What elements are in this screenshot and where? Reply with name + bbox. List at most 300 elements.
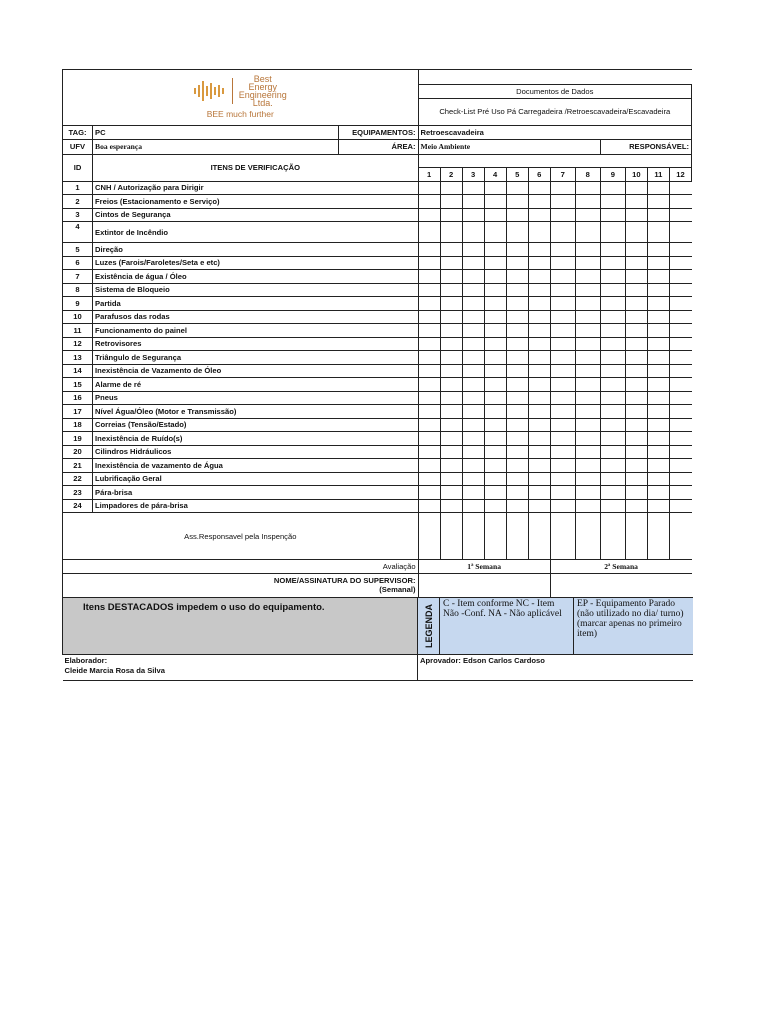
check-cell[interactable]: [600, 256, 625, 270]
check-cell[interactable]: [418, 243, 440, 257]
check-cell[interactable]: [575, 391, 600, 405]
check-cell[interactable]: [550, 459, 575, 473]
check-cell[interactable]: [418, 418, 440, 432]
check-cell[interactable]: [506, 243, 528, 257]
check-cell[interactable]: [575, 432, 600, 446]
check-cell[interactable]: [506, 283, 528, 297]
check-cell[interactable]: [625, 181, 647, 195]
check-cell[interactable]: [440, 208, 462, 222]
check-cell[interactable]: [506, 445, 528, 459]
check-cell[interactable]: [418, 364, 440, 378]
check-cell[interactable]: [669, 337, 691, 351]
check-cell[interactable]: [440, 405, 462, 419]
signature-cell[interactable]: [484, 513, 506, 560]
signature-cell[interactable]: [462, 513, 484, 560]
check-cell[interactable]: [669, 297, 691, 311]
check-cell[interactable]: [575, 283, 600, 297]
check-cell[interactable]: [647, 486, 669, 500]
check-cell[interactable]: [550, 445, 575, 459]
check-cell[interactable]: [462, 243, 484, 257]
signature-cell[interactable]: [440, 513, 462, 560]
check-cell[interactable]: [550, 418, 575, 432]
check-cell[interactable]: [462, 499, 484, 513]
check-cell[interactable]: [462, 472, 484, 486]
check-cell[interactable]: [462, 181, 484, 195]
check-cell[interactable]: [625, 283, 647, 297]
check-cell[interactable]: [575, 297, 600, 311]
check-cell[interactable]: [506, 364, 528, 378]
check-cell[interactable]: [440, 256, 462, 270]
check-cell[interactable]: [440, 243, 462, 257]
check-cell[interactable]: [625, 499, 647, 513]
check-cell[interactable]: [484, 297, 506, 311]
check-cell[interactable]: [440, 310, 462, 324]
check-cell[interactable]: [528, 499, 550, 513]
check-cell[interactable]: [550, 364, 575, 378]
check-cell[interactable]: [669, 195, 691, 209]
signature-cell[interactable]: [647, 513, 669, 560]
check-cell[interactable]: [669, 432, 691, 446]
check-cell[interactable]: [440, 195, 462, 209]
check-cell[interactable]: [647, 270, 669, 284]
check-cell[interactable]: [506, 472, 528, 486]
check-cell[interactable]: [575, 243, 600, 257]
check-cell[interactable]: [418, 445, 440, 459]
check-cell[interactable]: [440, 418, 462, 432]
signature-cell[interactable]: [669, 513, 691, 560]
check-cell[interactable]: [669, 364, 691, 378]
check-cell[interactable]: [484, 432, 506, 446]
check-cell[interactable]: [600, 405, 625, 419]
check-cell[interactable]: [600, 222, 625, 243]
check-cell[interactable]: [528, 283, 550, 297]
check-cell[interactable]: [550, 351, 575, 365]
check-cell[interactable]: [600, 418, 625, 432]
check-cell[interactable]: [625, 364, 647, 378]
check-cell[interactable]: [462, 378, 484, 392]
check-cell[interactable]: [550, 256, 575, 270]
check-cell[interactable]: [550, 243, 575, 257]
check-cell[interactable]: [528, 270, 550, 284]
check-cell[interactable]: [418, 324, 440, 338]
check-cell[interactable]: [528, 243, 550, 257]
check-cell[interactable]: [462, 310, 484, 324]
check-cell[interactable]: [575, 270, 600, 284]
check-cell[interactable]: [440, 297, 462, 311]
check-cell[interactable]: [647, 195, 669, 209]
check-cell[interactable]: [647, 337, 669, 351]
tag-value[interactable]: PC: [93, 125, 339, 139]
check-cell[interactable]: [440, 391, 462, 405]
check-cell[interactable]: [669, 270, 691, 284]
check-cell[interactable]: [575, 418, 600, 432]
check-cell[interactable]: [506, 270, 528, 284]
check-cell[interactable]: [647, 459, 669, 473]
check-cell[interactable]: [600, 378, 625, 392]
check-cell[interactable]: [550, 222, 575, 243]
check-cell[interactable]: [600, 391, 625, 405]
check-cell[interactable]: [528, 195, 550, 209]
check-cell[interactable]: [575, 486, 600, 500]
signature-cell[interactable]: [528, 513, 550, 560]
check-cell[interactable]: [550, 378, 575, 392]
check-cell[interactable]: [484, 459, 506, 473]
check-cell[interactable]: [462, 445, 484, 459]
signature-cell[interactable]: [506, 513, 528, 560]
check-cell[interactable]: [600, 283, 625, 297]
check-cell[interactable]: [484, 351, 506, 365]
check-cell[interactable]: [600, 486, 625, 500]
check-cell[interactable]: [506, 181, 528, 195]
check-cell[interactable]: [528, 378, 550, 392]
check-cell[interactable]: [647, 222, 669, 243]
check-cell[interactable]: [575, 378, 600, 392]
check-cell[interactable]: [669, 222, 691, 243]
check-cell[interactable]: [462, 432, 484, 446]
check-cell[interactable]: [528, 297, 550, 311]
check-cell[interactable]: [440, 486, 462, 500]
check-cell[interactable]: [669, 418, 691, 432]
check-cell[interactable]: [462, 270, 484, 284]
check-cell[interactable]: [528, 256, 550, 270]
check-cell[interactable]: [575, 405, 600, 419]
check-cell[interactable]: [625, 378, 647, 392]
check-cell[interactable]: [669, 486, 691, 500]
check-cell[interactable]: [647, 405, 669, 419]
check-cell[interactable]: [528, 181, 550, 195]
check-cell[interactable]: [575, 324, 600, 338]
check-cell[interactable]: [625, 472, 647, 486]
check-cell[interactable]: [575, 208, 600, 222]
check-cell[interactable]: [506, 222, 528, 243]
equipment-value[interactable]: Retroescavadeira: [418, 125, 691, 139]
check-cell[interactable]: [669, 405, 691, 419]
check-cell[interactable]: [600, 499, 625, 513]
check-cell[interactable]: [575, 364, 600, 378]
check-cell[interactable]: [625, 405, 647, 419]
signature-cell[interactable]: [625, 513, 647, 560]
check-cell[interactable]: [506, 418, 528, 432]
check-cell[interactable]: [462, 222, 484, 243]
check-cell[interactable]: [647, 391, 669, 405]
check-cell[interactable]: [669, 391, 691, 405]
check-cell[interactable]: [550, 499, 575, 513]
check-cell[interactable]: [484, 208, 506, 222]
check-cell[interactable]: [625, 445, 647, 459]
check-cell[interactable]: [418, 270, 440, 284]
check-cell[interactable]: [528, 472, 550, 486]
check-cell[interactable]: [647, 472, 669, 486]
check-cell[interactable]: [484, 270, 506, 284]
check-cell[interactable]: [506, 351, 528, 365]
check-cell[interactable]: [440, 283, 462, 297]
check-cell[interactable]: [647, 364, 669, 378]
check-cell[interactable]: [440, 364, 462, 378]
check-cell[interactable]: [462, 337, 484, 351]
check-cell[interactable]: [647, 418, 669, 432]
check-cell[interactable]: [647, 445, 669, 459]
check-cell[interactable]: [647, 310, 669, 324]
check-cell[interactable]: [484, 324, 506, 338]
check-cell[interactable]: [418, 310, 440, 324]
check-cell[interactable]: [440, 432, 462, 446]
check-cell[interactable]: [575, 181, 600, 195]
check-cell[interactable]: [462, 391, 484, 405]
check-cell[interactable]: [462, 195, 484, 209]
check-cell[interactable]: [669, 378, 691, 392]
check-cell[interactable]: [669, 256, 691, 270]
check-cell[interactable]: [647, 432, 669, 446]
check-cell[interactable]: [462, 459, 484, 473]
check-cell[interactable]: [418, 181, 440, 195]
check-cell[interactable]: [462, 256, 484, 270]
check-cell[interactable]: [669, 283, 691, 297]
check-cell[interactable]: [625, 243, 647, 257]
check-cell[interactable]: [484, 472, 506, 486]
check-cell[interactable]: [462, 351, 484, 365]
check-cell[interactable]: [550, 486, 575, 500]
check-cell[interactable]: [550, 432, 575, 446]
signature-cell[interactable]: [418, 513, 440, 560]
check-cell[interactable]: [669, 499, 691, 513]
check-cell[interactable]: [528, 364, 550, 378]
check-cell[interactable]: [506, 459, 528, 473]
check-cell[interactable]: [506, 432, 528, 446]
check-cell[interactable]: [418, 459, 440, 473]
check-cell[interactable]: [418, 297, 440, 311]
check-cell[interactable]: [600, 243, 625, 257]
check-cell[interactable]: [506, 337, 528, 351]
check-cell[interactable]: [669, 310, 691, 324]
check-cell[interactable]: [506, 391, 528, 405]
check-cell[interactable]: [575, 499, 600, 513]
check-cell[interactable]: [418, 337, 440, 351]
check-cell[interactable]: [647, 378, 669, 392]
check-cell[interactable]: [647, 181, 669, 195]
check-cell[interactable]: [462, 297, 484, 311]
check-cell[interactable]: [575, 222, 600, 243]
check-cell[interactable]: [462, 405, 484, 419]
check-cell[interactable]: [484, 243, 506, 257]
check-cell[interactable]: [575, 459, 600, 473]
check-cell[interactable]: [440, 351, 462, 365]
check-cell[interactable]: [550, 297, 575, 311]
check-cell[interactable]: [528, 208, 550, 222]
check-cell[interactable]: [418, 432, 440, 446]
check-cell[interactable]: [550, 324, 575, 338]
check-cell[interactable]: [418, 208, 440, 222]
signature-cell[interactable]: [600, 513, 625, 560]
check-cell[interactable]: [600, 432, 625, 446]
check-cell[interactable]: [669, 208, 691, 222]
check-cell[interactable]: [600, 181, 625, 195]
check-cell[interactable]: [625, 270, 647, 284]
check-cell[interactable]: [625, 310, 647, 324]
check-cell[interactable]: [418, 256, 440, 270]
check-cell[interactable]: [600, 208, 625, 222]
check-cell[interactable]: [506, 256, 528, 270]
check-cell[interactable]: [669, 181, 691, 195]
check-cell[interactable]: [418, 486, 440, 500]
check-cell[interactable]: [506, 195, 528, 209]
check-cell[interactable]: [484, 195, 506, 209]
check-cell[interactable]: [575, 351, 600, 365]
ufv-value[interactable]: Boa esperança: [93, 139, 339, 154]
check-cell[interactable]: [506, 297, 528, 311]
check-cell[interactable]: [625, 432, 647, 446]
check-cell[interactable]: [575, 310, 600, 324]
check-cell[interactable]: [600, 364, 625, 378]
check-cell[interactable]: [600, 337, 625, 351]
check-cell[interactable]: [440, 222, 462, 243]
check-cell[interactable]: [484, 445, 506, 459]
check-cell[interactable]: [528, 324, 550, 338]
check-cell[interactable]: [550, 472, 575, 486]
check-cell[interactable]: [600, 459, 625, 473]
check-cell[interactable]: [440, 181, 462, 195]
check-cell[interactable]: [528, 432, 550, 446]
check-cell[interactable]: [575, 445, 600, 459]
check-cell[interactable]: [484, 337, 506, 351]
check-cell[interactable]: [600, 445, 625, 459]
check-cell[interactable]: [550, 283, 575, 297]
check-cell[interactable]: [440, 324, 462, 338]
check-cell[interactable]: [600, 472, 625, 486]
check-cell[interactable]: [462, 486, 484, 500]
check-cell[interactable]: [600, 324, 625, 338]
check-cell[interactable]: [575, 195, 600, 209]
check-cell[interactable]: [418, 222, 440, 243]
check-cell[interactable]: [484, 256, 506, 270]
check-cell[interactable]: [625, 256, 647, 270]
check-cell[interactable]: [440, 459, 462, 473]
check-cell[interactable]: [528, 459, 550, 473]
check-cell[interactable]: [418, 499, 440, 513]
signature-cell[interactable]: [575, 513, 600, 560]
check-cell[interactable]: [484, 364, 506, 378]
check-cell[interactable]: [550, 405, 575, 419]
check-cell[interactable]: [528, 391, 550, 405]
check-cell[interactable]: [462, 208, 484, 222]
check-cell[interactable]: [669, 445, 691, 459]
signature-cell[interactable]: [550, 513, 575, 560]
check-cell[interactable]: [575, 337, 600, 351]
check-cell[interactable]: [484, 283, 506, 297]
check-cell[interactable]: [484, 486, 506, 500]
check-cell[interactable]: [600, 310, 625, 324]
check-cell[interactable]: [506, 486, 528, 500]
check-cell[interactable]: [550, 310, 575, 324]
check-cell[interactable]: [484, 222, 506, 243]
check-cell[interactable]: [575, 256, 600, 270]
check-cell[interactable]: [669, 351, 691, 365]
check-cell[interactable]: [625, 222, 647, 243]
check-cell[interactable]: [462, 283, 484, 297]
check-cell[interactable]: [625, 337, 647, 351]
check-cell[interactable]: [506, 324, 528, 338]
check-cell[interactable]: [600, 195, 625, 209]
check-cell[interactable]: [528, 310, 550, 324]
check-cell[interactable]: [625, 459, 647, 473]
check-cell[interactable]: [550, 181, 575, 195]
check-cell[interactable]: [575, 472, 600, 486]
check-cell[interactable]: [625, 324, 647, 338]
check-cell[interactable]: [440, 270, 462, 284]
check-cell[interactable]: [506, 378, 528, 392]
check-cell[interactable]: [484, 310, 506, 324]
check-cell[interactable]: [647, 351, 669, 365]
check-cell[interactable]: [484, 499, 506, 513]
check-cell[interactable]: [418, 472, 440, 486]
check-cell[interactable]: [550, 270, 575, 284]
check-cell[interactable]: [506, 310, 528, 324]
check-cell[interactable]: [550, 337, 575, 351]
check-cell[interactable]: [440, 378, 462, 392]
check-cell[interactable]: [440, 472, 462, 486]
supervisor-week-2[interactable]: [550, 573, 691, 597]
check-cell[interactable]: [600, 297, 625, 311]
check-cell[interactable]: [550, 195, 575, 209]
check-cell[interactable]: [506, 499, 528, 513]
check-cell[interactable]: [528, 337, 550, 351]
check-cell[interactable]: [647, 256, 669, 270]
check-cell[interactable]: [528, 222, 550, 243]
check-cell[interactable]: [418, 351, 440, 365]
check-cell[interactable]: [647, 324, 669, 338]
check-cell[interactable]: [550, 391, 575, 405]
check-cell[interactable]: [484, 391, 506, 405]
check-cell[interactable]: [418, 195, 440, 209]
check-cell[interactable]: [506, 405, 528, 419]
check-cell[interactable]: [647, 283, 669, 297]
check-cell[interactable]: [528, 486, 550, 500]
check-cell[interactable]: [669, 472, 691, 486]
check-cell[interactable]: [625, 391, 647, 405]
check-cell[interactable]: [418, 405, 440, 419]
check-cell[interactable]: [528, 418, 550, 432]
check-cell[interactable]: [625, 351, 647, 365]
check-cell[interactable]: [462, 364, 484, 378]
check-cell[interactable]: [418, 283, 440, 297]
check-cell[interactable]: [625, 208, 647, 222]
check-cell[interactable]: [625, 418, 647, 432]
check-cell[interactable]: [484, 378, 506, 392]
check-cell[interactable]: [484, 181, 506, 195]
check-cell[interactable]: [528, 405, 550, 419]
check-cell[interactable]: [647, 208, 669, 222]
check-cell[interactable]: [418, 378, 440, 392]
check-cell[interactable]: [600, 351, 625, 365]
check-cell[interactable]: [647, 499, 669, 513]
check-cell[interactable]: [669, 243, 691, 257]
check-cell[interactable]: [528, 351, 550, 365]
check-cell[interactable]: [440, 337, 462, 351]
check-cell[interactable]: [440, 445, 462, 459]
check-cell[interactable]: [669, 324, 691, 338]
check-cell[interactable]: [625, 195, 647, 209]
supervisor-week-1[interactable]: [418, 573, 550, 597]
check-cell[interactable]: [484, 405, 506, 419]
check-cell[interactable]: [462, 324, 484, 338]
check-cell[interactable]: [669, 459, 691, 473]
check-cell[interactable]: [440, 499, 462, 513]
check-cell[interactable]: [550, 208, 575, 222]
check-cell[interactable]: [418, 391, 440, 405]
check-cell[interactable]: [600, 270, 625, 284]
area-value[interactable]: Meio Ambiente: [418, 139, 600, 154]
check-cell[interactable]: [506, 208, 528, 222]
check-cell[interactable]: [462, 418, 484, 432]
